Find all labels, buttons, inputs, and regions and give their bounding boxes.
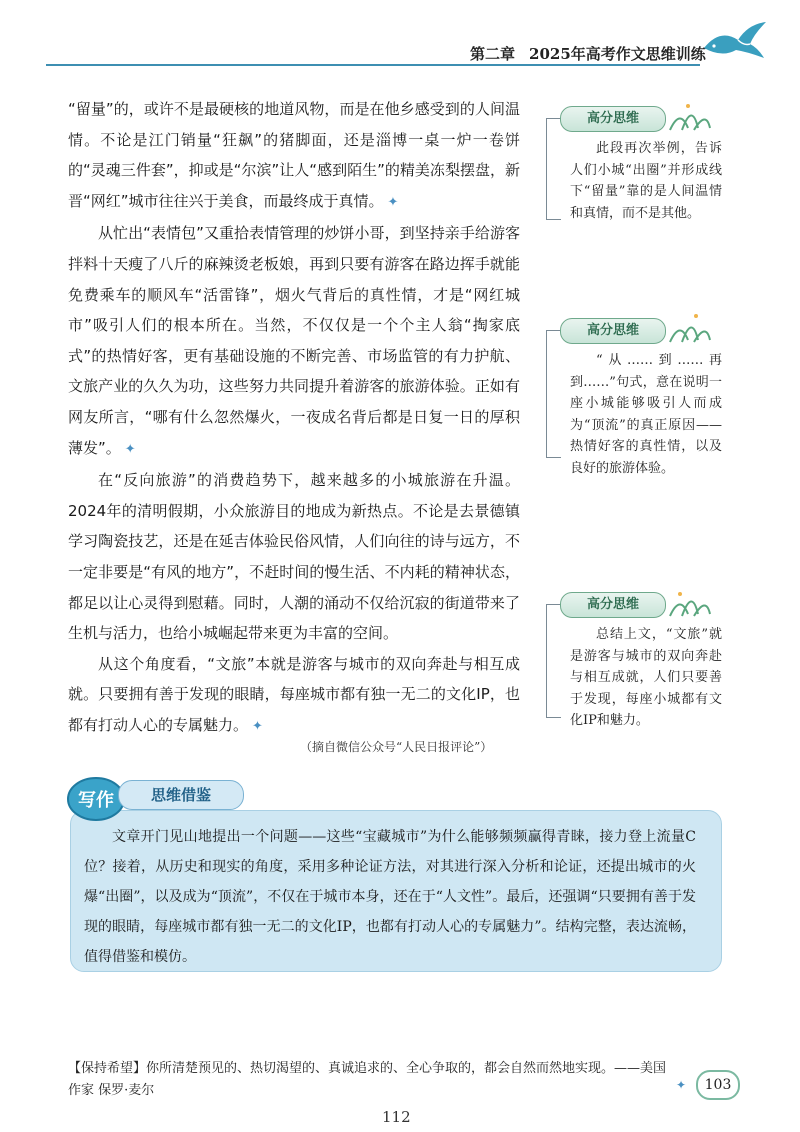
plant-decoration-icon (666, 584, 714, 618)
running-header (470, 43, 720, 64)
article-body (68, 94, 520, 742)
sidenote-tag: 高分思维 (560, 592, 666, 618)
paragraph-3: 在“反向旅游”的消费趋势下，越来越多的小城旅游在升温。2024年的清明假期，小众旅游目的地成为新热点。不论是去景德镇学习陶瓷技艺，还是在延吉体验民俗风情，人们向往的诗与远方，不一定非要是“有风的地方”，不赶时间的慢生活、不内耗的精神状态，都足以让心灵得到慰藉。同时，人潮的涌动不仅给沉寂的街道带来了生机与活力，也给小城崛起带来更为丰富的空间。 (68, 471, 520, 643)
header-rule (46, 64, 700, 66)
book-title: 2025年高考作文思维训练 (529, 45, 706, 63)
plant-decoration-icon (666, 98, 714, 132)
book-page-number: 103 (696, 1070, 740, 1100)
sidenote-connector (546, 330, 561, 458)
sidenote-text: “从……到……再到……”句式，意在说明一座小城能够吸引人而成为“顶流”的真正原因——热情好客的真性情，以及良好的旅游体验。 (570, 353, 722, 476)
sidenote-text: 此段再次举例，告诉人们小城“出圈”并形成线下“留量”靠的是人间温情和真情，而不是其他。 (570, 141, 722, 221)
writing-panel-text: 文章开门见山地提出一个问题——这些“宝藏城市”为什么能够频频赢得青睐，接力登上流量C位？接着，从历史和现实的角度，采用多种论证方法，对其进行深入分析和论证，还提出城市的火爆“出圈”，以及成为“顶流”，不仅在于城市本身，还在于“人文性”。最后，还强调“只要拥有善于发现的眼睛，每座城市都有独一无二的文化IP，也都有打动人心的专属魅力”。结构完整，表达流畅，值得借鉴和模仿。 (84, 829, 696, 965)
sidenote-tag: 高分思维 (560, 318, 666, 344)
plant-decoration-icon (666, 310, 714, 344)
writing-section-title: 思维借鉴 (118, 780, 244, 810)
star-marker-icon: ✦ (252, 718, 263, 734)
sidenote-text: 总结上文，“文旅”就是游客与城市的双向奔赴与相互成就，人们只要善于发现，每座小城都有文化IP和魅力。 (570, 627, 722, 728)
motto-quote: 【保持希望】你所清楚预见的、热切渴望的、真诚追求的、全心争取的，都会自然而然地实现。——美国作家 保罗·麦尔 (68, 1061, 667, 1098)
paragraph-1: “留量”的，或许不是最硬核的地道风物，而是在他乡感受到的人间温情。不论是江门销量“狂飙”的猪脚面，还是淄博一桌一炉一卷饼的“灵魂三件套”，抑或是“尔滨”让人“感到陌生”的精美冻梨摆盘，新晋“网红”城市往往兴于美食，而最终成于真情。 ✦ (68, 100, 520, 210)
sidenote-connector (546, 604, 561, 718)
bird-icon (700, 18, 770, 68)
chapter-label: 第二章 (470, 45, 516, 63)
star-marker-icon: ✦ (124, 441, 136, 457)
article-source: （摘自微信公众号“人民日报评论”） (300, 740, 493, 754)
writing-badge-label: 写作 (78, 790, 114, 811)
paragraph-4: 从这个角度看，“文旅”本就是游客与城市的双向奔赴与相互成就。只要拥有善于发现的眼睛，每座城市都有独一无二的文化IP，也都有打动人心的专属魅力。 ✦ (68, 654, 520, 734)
sidenote-connector (546, 118, 561, 220)
page-star-icon: ✦ (676, 1078, 687, 1092)
star-marker-icon: ✦ (387, 194, 399, 210)
page-number: 112 (382, 1108, 411, 1126)
sidenote-tag: 高分思维 (560, 106, 666, 132)
paragraph-2: 从忙出“表情包”又重拾表情管理的炒饼小哥，到坚持亲手给游客拌料十天瘦了八斤的麻辣烫老板娘，再到只要有游客在路边挥手就能免费乘车的顺风车“活雷锋”，烟火气背后的真性情，才是“网红城市”吸引人们的根本所在。当然，不仅仅是一个个主人翁“掏家底式”的热情好客，更有基础设施的不断完善、市场监管的有力护航、文旅产业的久久为功，这些努力共同提升着游客的旅游体验。正如有网友所言，“哪有什么忽然爆火，一夜成名背后都是日复一日的厚积薄发”。 ✦ (68, 224, 520, 457)
